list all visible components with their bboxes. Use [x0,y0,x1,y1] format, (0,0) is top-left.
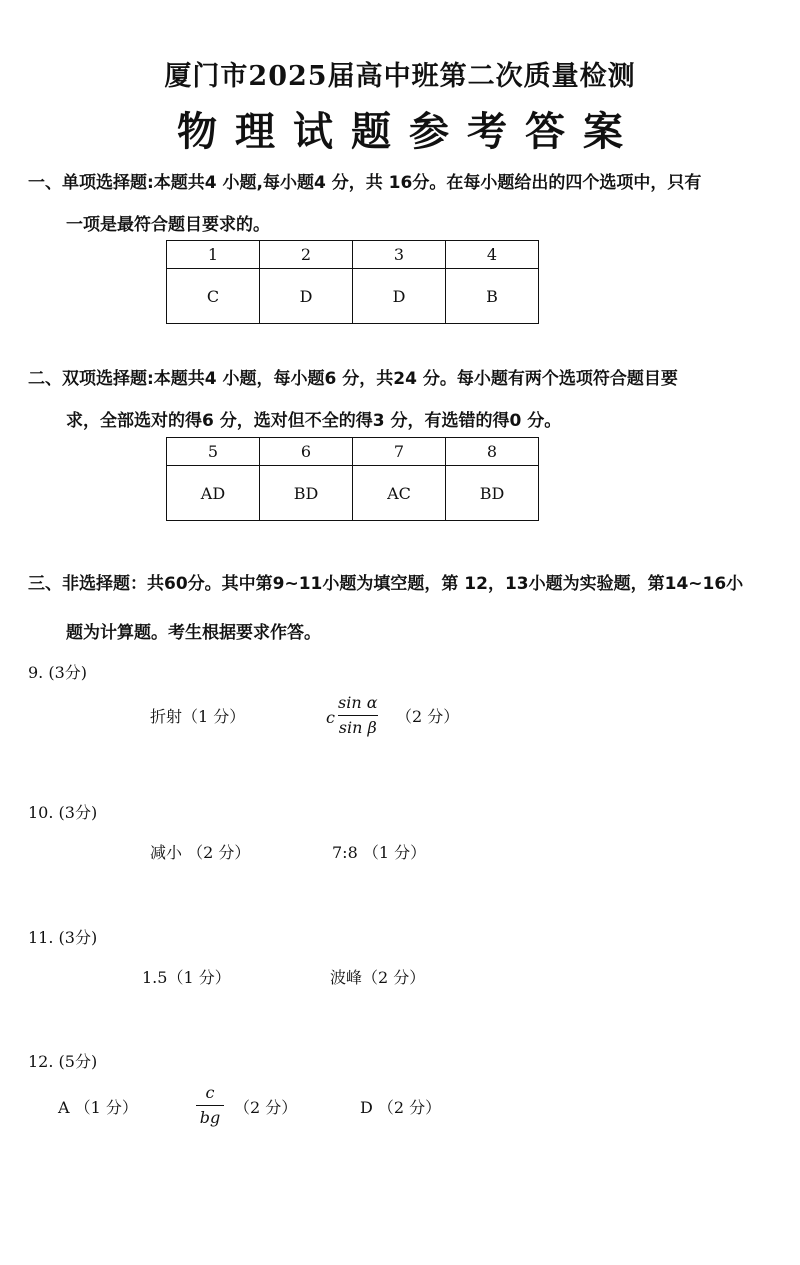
question12-answer2-score: （2 分） [234,1098,298,1117]
question9-formula-prefix: c [326,708,335,727]
table-answer-cell: AC [353,466,446,521]
fraction-numerator: c [205,1083,215,1102]
section3-instructions-line2: 题为计算题。考生根据要求作答。 [66,623,321,643]
fraction-bar [196,1105,224,1106]
question10-label: 10. (3分) [28,803,98,822]
fraction-bar [338,715,378,716]
table-header-cell: 1 [167,241,260,269]
table-header-cell: 3 [353,241,446,269]
question12-answer3: D （2 分） [360,1098,442,1117]
table-header-cell: 2 [260,241,353,269]
fraction-denominator: bg [199,1108,221,1127]
fraction-denominator: sin β [338,718,377,737]
section1-instructions-line1: 一、单项选择题:本题共4 小题,每小题4 分，共 16分。在每小题给出的四个选项中，只有 [28,173,702,193]
table-answer-cell: D [260,269,353,324]
question10-answer2: 7:8 （1 分） [332,843,427,862]
question11-label: 11. (3分) [28,928,98,947]
question12-answer1: A （1 分） [58,1098,138,1117]
fraction-numerator: sin α [338,693,378,712]
question11-answer2: 波峰（2 分） [330,968,426,987]
doc-title-line1: 厦门市2025届高中班第二次质量检测 [164,61,636,92]
question9-answer1: 折射（1 分） [150,707,246,726]
table-answer-cell: BD [260,466,353,521]
question12-formula-fraction [196,1082,224,1129]
table-header-cell: 5 [167,438,260,466]
table-answer-cell: AD [167,466,260,521]
table-header-cell: 7 [353,438,446,466]
question9-answer2-score: （2 分） [396,707,460,726]
section3-instructions-line1: 三、非选择题：共60分。其中第9~11小题为填空题，第 12，13小题为实验题，第14~16小 [28,574,744,594]
table-header-cell: 8 [446,438,539,466]
table-header-cell: 6 [260,438,353,466]
table-answer-cell: D [353,269,446,324]
table-answer-cell: BD [446,466,539,521]
doc-title-line2: 物理试题参考答案 [177,108,641,155]
question9-label: 9. (3分) [28,663,88,682]
section2-answer-table [166,437,539,521]
section2-instructions-line1: 二、双项选择题:本题共4 小题，每小题6 分，共24 分。每小题有两个选项符合题目要 [28,369,678,389]
section2-instructions-line2: 求，全部选对的得6 分，选对但不全的得3 分，有选错的得0 分。 [66,411,562,431]
question10-answer1: 减小 （2 分） [150,843,251,862]
question9-formula-fraction [338,692,378,739]
table-header-cell: 4 [446,241,539,269]
table-answer-cell: B [446,269,539,324]
question12-label: 12. (5分) [28,1052,98,1071]
question11-answer1: 1.5（1 分） [142,968,231,987]
table-answer-cell: C [167,269,260,324]
section1-instructions-line2: 一项是最符合题目要求的。 [66,215,270,235]
section1-answer-table [166,240,539,324]
